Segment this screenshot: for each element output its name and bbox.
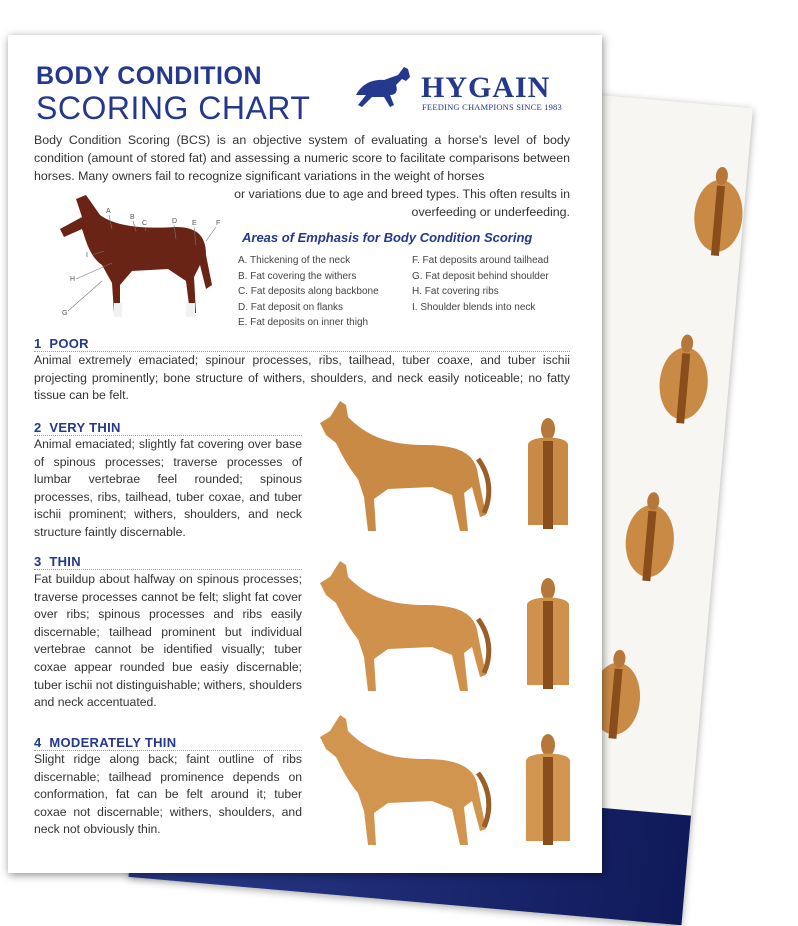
diagram-label-e: E — [192, 220, 197, 227]
diagram-label-c: C — [142, 220, 148, 227]
back-sheet-horse-3-rear — [616, 489, 684, 594]
section-name: VERY THIN — [49, 420, 121, 435]
section-number: 2 — [34, 420, 42, 435]
section-3-title — [34, 554, 302, 570]
galloping-horse-logo-icon — [350, 65, 418, 110]
brand-name: HYGAIN — [421, 71, 551, 104]
diagram-label-d: D — [172, 218, 178, 225]
area-item: I. Shoulder blends into neck — [412, 301, 536, 313]
area-item: D. Fat deposit on flanks — [238, 301, 344, 313]
back-sheet-horse-1-rear — [684, 163, 752, 268]
title-line-1: BODY CONDITION — [36, 62, 262, 90]
area-item: F. Fat deposits around tailhead — [412, 255, 549, 266]
diagram-label-a: A — [106, 208, 111, 215]
section-4-title — [34, 735, 302, 751]
horse-rear-view-score-4 — [522, 731, 574, 851]
horse-side-view-score-3 — [314, 555, 500, 697]
intro-paragraph-tail: or variations due to age and breed types. This often results in overfeeding or underfeeding. — [234, 187, 570, 219]
area-item: A. Thickening of the neck — [238, 255, 351, 266]
area-item: E. Fat deposits on inner thigh — [238, 317, 369, 328]
areas-heading: Areas of Emphasis for Body Condition Scoring — [242, 230, 533, 245]
section-1-title — [34, 336, 570, 352]
section-name: MODERATELY THIN — [49, 735, 177, 750]
section-4-body: Slight ridge along back; faint outline of ribs discernable; tailhead prominence depends on conformation, fat can be felt around it; tuber coxae not discernable; withers, shoulders, and neck not obviously thin. — [34, 752, 302, 837]
intro-paragraph: Body Condition Scoring (BCS) is an objective system of evaluating a horse's level of body condition (amount of stored fat) and assessing a numeric score to facilitate comparisons between horses. Many owners fail to recognize significant variations in the weight of horses — [34, 133, 570, 183]
section-1-body: Animal extremely emaciated; spinour processes, ribs, tailhead, tuber coaxe, and tuber ischii projecting prominently; bone structure of withers, shoulders, and neck easily noticeable; no fatty tissue can be felt. — [34, 353, 570, 403]
horse-side-view-score-2 — [314, 395, 500, 537]
section-3-body: Fat buildup about halfway on spinous processes; traverse processes cannot be felt; slight fat cover over ribs; spinous processes and ribs easily discernable; tailhead prominent but individual vertebrae cannot be identified visually; tuber coxae appear rounded bue easiy discernable; tuber ischii not distinguishable; withers, shoulders and neck accentuated. — [34, 572, 302, 710]
horse-side-view-score-4 — [314, 709, 500, 851]
diagram-label-g: G — [62, 310, 68, 317]
section-name: POOR — [49, 336, 89, 351]
section-number: 1 — [34, 336, 42, 351]
section-number: 3 — [34, 554, 42, 569]
section-2-title — [34, 420, 302, 436]
area-item: H. Fat covering ribs — [412, 286, 499, 297]
diagram-label-b: B — [130, 214, 135, 221]
title-line-2: SCORING CHART — [36, 90, 311, 126]
areas-list-left — [238, 253, 379, 331]
horse-rear-view-score-2 — [522, 415, 574, 535]
section-name: THIN — [49, 554, 81, 569]
brand-tagline: FEEDING CHAMPIONS SINCE 1983 — [422, 102, 562, 112]
front-chart-sheet — [8, 35, 602, 873]
area-item: C. Fat deposits along backbone — [238, 286, 379, 297]
emphasis-areas-diagram — [46, 185, 221, 330]
section-2-body: Animal emaciated; slightly fat covering over base of spinous processes; traverse processes of lumbar vertebrae feel rounded; spinous processes, ribs, tailhead, tuber coxae, and tuber ischii prominent; withers, shoulders, and neck structure faintly discernable. — [34, 437, 302, 539]
diagram-label-i: I — [86, 252, 88, 259]
back-sheet-horse-2-rear — [649, 331, 717, 436]
diagram-label-f: F — [216, 220, 221, 227]
area-item: B. Fat covering the withers — [238, 270, 357, 282]
areas-list-right — [412, 253, 549, 315]
diagram-label-h: H — [70, 276, 76, 283]
section-number: 4 — [34, 735, 42, 750]
area-item: G. Fat deposit behind shoulder — [412, 270, 549, 282]
horse-rear-view-score-3 — [522, 575, 574, 695]
